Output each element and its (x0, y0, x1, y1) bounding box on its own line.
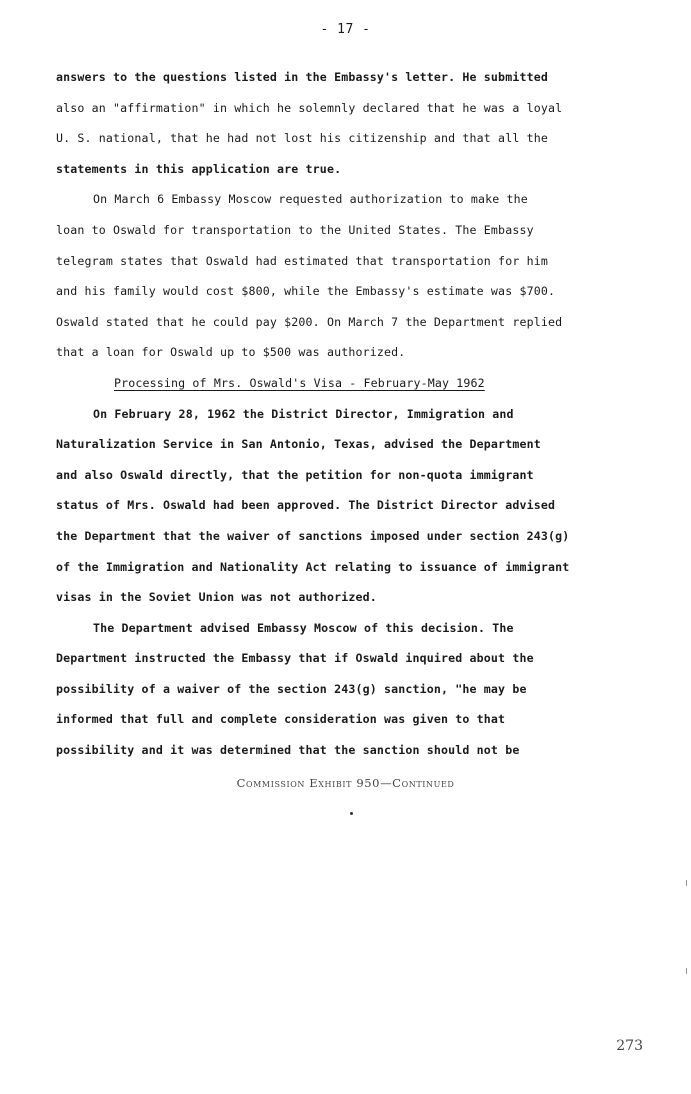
scan-edge-mark (686, 968, 687, 974)
text-line: and his family would cost $800, while the Embassy's estimate was $700. (56, 284, 556, 299)
text-line: and also Oswald directly, that the petition for non-quota immigrant (56, 467, 534, 482)
text-line: telegram states that Oswald had estimated that transportation for him (56, 253, 548, 268)
text-line: status of Mrs. Oswald had been approved. The District Director advised (56, 498, 556, 513)
exhibit-caption: Commission Exhibit 950—Continued (236, 776, 455, 790)
text-line: the Department that the waiver of sanctions imposed under section 243(g) (56, 528, 570, 543)
text-line: statements in this application are true. (56, 161, 342, 176)
text-line: that a loan for Oswald up to $500 was authorized. (56, 345, 406, 360)
scan-speck (350, 812, 353, 815)
section-heading: Processing of Mrs. Oswald's Visa - February-May 1962 (114, 375, 485, 390)
page-number: - 17 - (320, 22, 371, 37)
document-body (56, 62, 616, 766)
paragraph-start-line: The Department advised Embassy Moscow of this decision. The (93, 620, 514, 635)
corner-page-number: 273 (616, 1038, 643, 1054)
scan-edge-mark (686, 880, 687, 886)
text-line: possibility of a waiver of the section 243(g) sanction, "he may be (56, 681, 527, 696)
paragraph-start-line: On March 6 Embassy Moscow requested authorization to make the (93, 192, 528, 207)
text-line: informed that full and complete consideration was given to that (56, 712, 506, 727)
text-line: also an "affirmation" in which he solemnly declared that he was a loyal (56, 100, 563, 115)
text-line: visas in the Soviet Union was not authorized. (56, 590, 377, 605)
text-line: of the Immigration and Nationality Act relating to issuance of immigrant (56, 559, 570, 574)
text-line: Oswald stated that he could pay $200. On March 7 the Department replied (56, 314, 563, 329)
text-line: Naturalization Service in San Antonio, Texas, advised the Department (56, 437, 541, 452)
text-line: loan to Oswald for transportation to the United States. The Embassy (56, 222, 534, 237)
paragraph-start-line: On February 28, 1962 the District Director, Immigration and (93, 406, 514, 421)
text-line: U. S. national, that he had not lost his citizenship and that all the (56, 131, 548, 146)
text-line: Department instructed the Embassy that if Oswald inquired about the (56, 651, 534, 666)
text-line: answers to the questions listed in the Embassy's letter. He submitted (56, 70, 548, 84)
text-line: possibility and it was determined that the sanction should not be (56, 743, 520, 758)
